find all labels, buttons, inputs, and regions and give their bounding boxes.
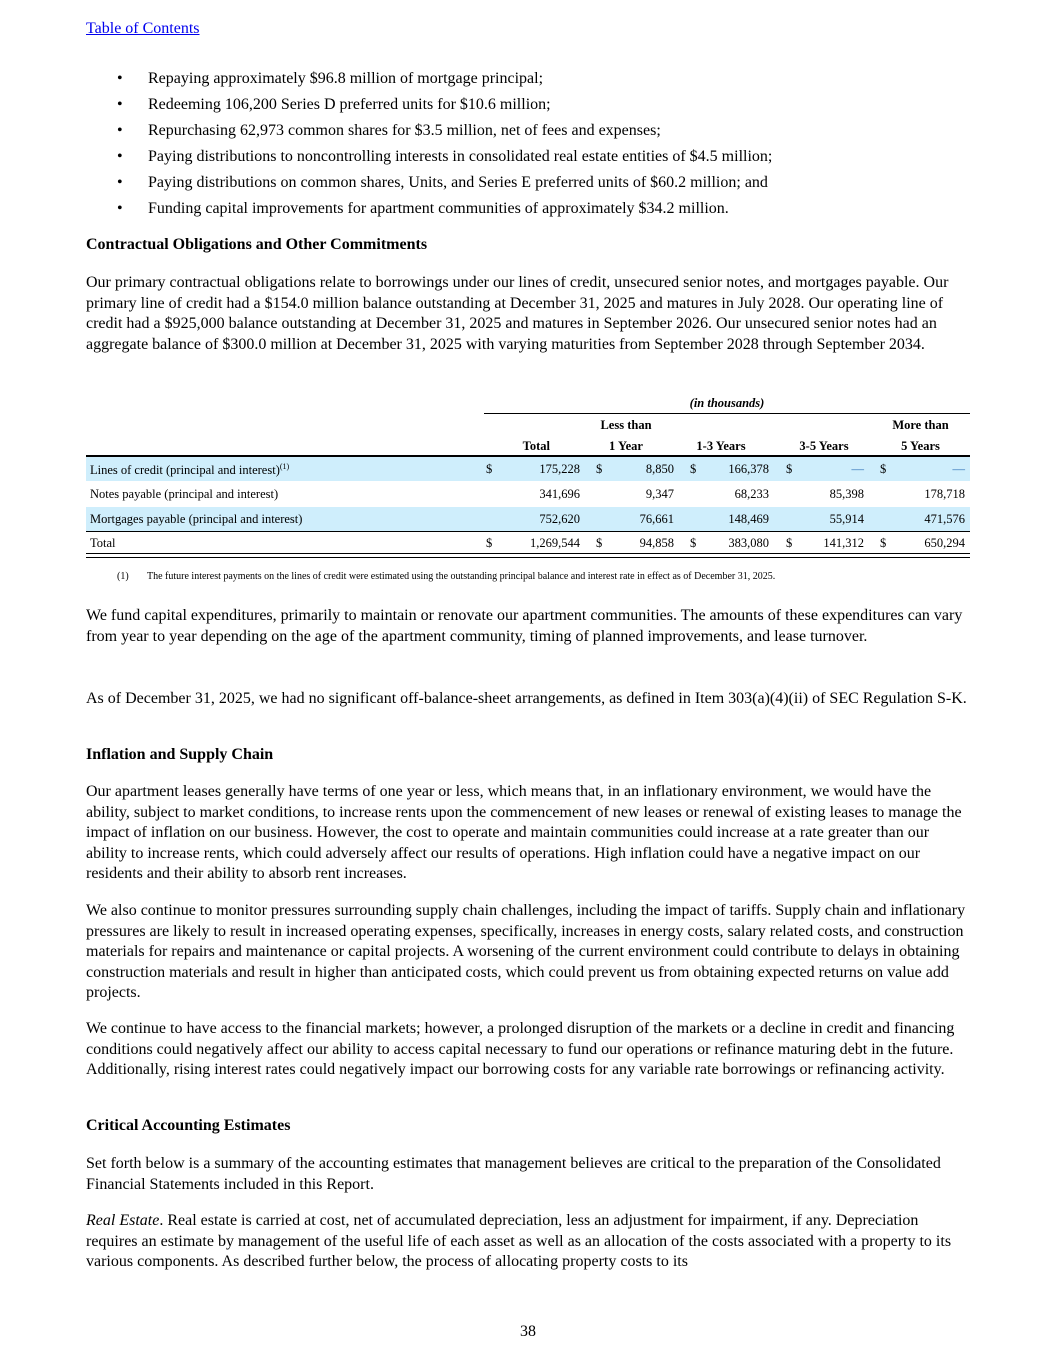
bullet-icon: • [117, 200, 123, 217]
row-label: Total [90, 536, 116, 550]
column-header-3-5-years: 3-5 Years [799, 439, 849, 453]
list-item [86, 121, 970, 147]
paragraph-contractual: Our primary contractual obligations relate to borrowings under our lines of credit, unsecured senior notes, and mortgages payable. Our primary line of credit had a $154.0 million balance outstanding at December 31, 2025 and matures in July 2028. Our operating line of credit had a $925,000 balance outstanding at December 31, 2025 and matures in September 2026. Our unsecured senior notes had an aggregate balance of $300.0 million at December 31, 2025 with varying maturities from September 2028 through September 2034. [86, 274, 949, 353]
bullet-icon: • [117, 122, 123, 139]
cell-1-3: 148,469 [728, 512, 769, 526]
currency-symbol: $ [690, 536, 697, 550]
list-item-text: Funding capital improvements for apartment communities of approximately $34.2 million. [148, 200, 729, 217]
bullet-icon: • [117, 174, 123, 191]
currency-symbol: $ [486, 462, 493, 476]
bullet-list [86, 69, 970, 225]
list-item [86, 199, 970, 225]
column-header-less-than-1-line2: 1 Year [609, 439, 643, 453]
cell-3-5: 141,312 [823, 536, 864, 550]
page-number: 38 [520, 1323, 536, 1340]
currency-symbol: $ [880, 536, 887, 550]
paragraph-critical-2-text: . Real estate is carried at cost, net of accumulated depreciation, less an adjustment for impairment, if any. Depreciation requires an estimate by management of the useful life of each asset as well as an allocation of the costs associated with a property to its various components. As described further below, the process of allocating property costs to its [86, 1212, 952, 1271]
list-item [86, 173, 970, 199]
table-double-rule [86, 553, 970, 558]
row-label: Mortgages payable (principal and interest) [90, 512, 303, 526]
table-row [86, 457, 970, 481]
paragraph-critical-1: Set forth below is a summary of the accounting estimates that management believes are critical to the preparation of the Consolidated Financial Statements included in this Report. [86, 1155, 941, 1193]
list-item [86, 147, 970, 173]
cell-1-3: 68,233 [734, 487, 769, 501]
paragraph-inflation-3: We continue to have access to the financial markets; however, a prolonged disruption of the markets or a decline in credit and financing conditions could negatively affect our ability to access capital necessary to fund our operations or refinance maturing debt in the future. Additionally, rising interest rates could negatively impact our borrowing costs for any variable rate borrowings or refinancing activity. [86, 1020, 955, 1079]
cell-less-than-1: 9,347 [645, 487, 674, 501]
bullet-icon: • [117, 70, 123, 87]
table-row [86, 507, 970, 531]
list-item-text: Repaying approximately $96.8 million of mortgage principal; [148, 70, 544, 87]
currency-symbol: $ [596, 462, 603, 476]
column-header-1-3-years: 1-3 Years [696, 439, 746, 453]
cell-1-3: 383,080 [728, 536, 769, 550]
cell-less-than-1: 8,850 [645, 462, 674, 476]
column-header-more-than-5-line1: More than [892, 418, 949, 432]
list-item-text: Redeeming 106,200 Series D preferred units for $10.6 million; [148, 96, 551, 113]
cell-total: 175,228 [539, 462, 580, 476]
paragraph-inflation-1: Our apartment leases generally have terms of one year or less, which means that, in an inflationary environment, we would have the ability, subject to market conditions, to increase rents upon the commencement of new leases or renewal of existing leases to manage the impact of inflation on our business. However, the cost to operate and maintain communities could increase at a rate greater than our ability to increase rents, which could adversely affect our results of operations. High inflation could have a negative impact on our residents and their ability to absorb rent increases. [86, 783, 962, 883]
currency-symbol: $ [786, 462, 793, 476]
row-label: Notes payable (principal and interest) [90, 487, 279, 501]
cell-less-than-1: 94,858 [639, 536, 674, 550]
cell-more-than-5: 650,294 [924, 536, 965, 550]
currency-symbol: $ [690, 462, 697, 476]
cell-more-than-5: 471,576 [924, 512, 965, 526]
paragraph-critical-2 [86, 1211, 970, 1273]
bullet-icon: • [117, 96, 123, 113]
cell-1-3: 166,378 [728, 462, 769, 476]
paragraph-capex: We fund capital expenditures, primarily to maintain or renovate our apartment communities. The amounts of these expenditures can vary from year to year depending on the age of the apartment community, timing of planned improvements, and lease turnover. [86, 607, 963, 645]
cell-less-than-1: 76,661 [639, 512, 674, 526]
cell-more-than-5: — [952, 462, 965, 476]
currency-symbol: $ [880, 462, 887, 476]
cell-total: 341,696 [539, 487, 580, 501]
cell-total: 1,269,544 [530, 536, 580, 550]
list-item [86, 69, 970, 95]
column-header-less-than-1-line1: Less than [600, 418, 652, 432]
currency-symbol: $ [786, 536, 793, 550]
column-header-more-than-5-line2: 5 Years [901, 439, 940, 453]
section-heading-contractual: Contractual Obligations and Other Commitments [86, 236, 428, 253]
paragraph-off-balance: As of December 31, 2025, we had no significant off-balance-sheet arrangements, as defined in Item 303(a)(4)(ii) of SEC Regulation S-K. [86, 690, 967, 707]
table-units-caption: (in thousands) [484, 396, 970, 414]
row-label: Lines of credit (principal and interest)$^{(1)}$ [90, 462, 290, 478]
table-row-total [86, 531, 970, 554]
cell-3-5: — [851, 462, 864, 476]
cell-total: 752,620 [539, 512, 580, 526]
paragraph-inflation-2: We also continue to monitor pressures surrounding supply chain challenges, including the impact of tariffs. Supply chain and inflationary pressures are likely to result in increased operating expenses, specifically, increases in energy costs, salary related costs, and construction materials for repairs and maintenance or capital projects. A worsening of the current environment could contribute to delays in obtaining construction materials and result in higher than anticipated costs, which could prevent us from obtaining expected returns on value add projects. [86, 902, 966, 1002]
list-item [86, 95, 970, 121]
column-header-total: Total [522, 439, 550, 453]
section-heading-critical: Critical Accounting Estimates [86, 1117, 291, 1134]
currency-symbol: $ [486, 536, 493, 550]
list-item-text: Paying distributions to noncontrolling interests in consolidated real estate entities of $4.5 million; [148, 148, 773, 165]
cell-3-5: 55,914 [829, 512, 864, 526]
table-of-contents-link[interactable]: Table of Contents [86, 20, 200, 37]
cell-3-5: 85,398 [829, 487, 864, 501]
footnote-marker: (1) [279, 462, 290, 471]
footnote-number: (1) [117, 571, 129, 582]
currency-symbol: $ [596, 536, 603, 550]
bullet-icon: • [117, 148, 123, 165]
term-real-estate: Real Estate [86, 1212, 160, 1229]
table-row [86, 482, 970, 506]
footnote-text: The future interest payments on the lines of credit were estimated using the outstanding principal balance and interest rate in effect as of December 31, 2025. [147, 571, 776, 582]
cell-more-than-5: 178,718 [924, 487, 965, 501]
table-footnote [117, 571, 775, 582]
list-item-text: Repurchasing 62,973 common shares for $3.5 million, net of fees and expenses; [148, 122, 661, 139]
section-heading-inflation: Inflation and Supply Chain [86, 746, 274, 763]
list-item-text: Paying distributions on common shares, Units, and Series E preferred units of $60.2 million; and [148, 174, 768, 191]
